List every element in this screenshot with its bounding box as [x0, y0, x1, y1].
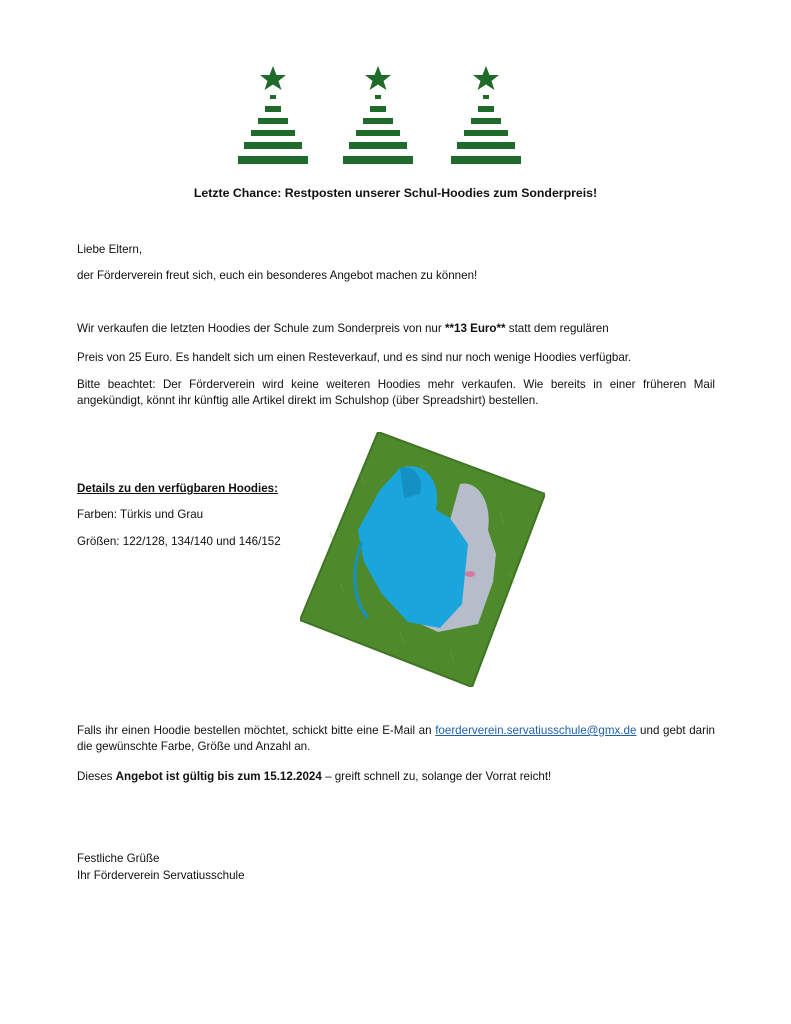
validity-text: Dieses	[77, 770, 116, 783]
offer-price: **13 Euro**	[444, 322, 506, 335]
christmas-tree-icon	[238, 66, 308, 166]
offer-text: Wir verkaufen die letzten Hoodies der Schule zum Sonderpreis von nur	[77, 322, 445, 335]
hoodies-photo	[300, 432, 545, 687]
closing-signature: Ihr Förderverein Servatiusschule	[77, 869, 245, 882]
validity-text-after: – greift schnell zu, solange der Vorrat reicht!	[321, 770, 552, 783]
letter-title: Letzte Chance: Restposten unserer Schul-Hoodies zum Sonderpreis!	[193, 186, 598, 200]
offer-validity	[77, 769, 551, 785]
greeting: Liebe Eltern,	[77, 243, 143, 256]
offer-line-1	[77, 321, 609, 337]
order-text-after: und gebt darin die gewünschte Farbe, Größe und Anzahl an.	[77, 724, 715, 753]
offer-line-2: Preis von 25 Euro. Es handelt sich um einen Resteverkauf, und es sind nur noch wenige Hoodies verfügbar.	[77, 351, 632, 364]
offer-text-after: statt dem regulären	[505, 322, 609, 335]
details-colors: Farben: Türkis und Grau	[77, 508, 204, 521]
closing-greeting: Festliche Grüße	[77, 852, 160, 865]
christmas-tree-icon	[343, 66, 413, 166]
christmas-tree-icon	[451, 66, 521, 166]
intro-text: der Förderverein freut sich, euch ein besonderes Angebot machen zu können!	[77, 269, 478, 282]
validity-date: Angebot ist gültig bis zum 15.12.2024	[115, 770, 322, 783]
email-link[interactable]: foerderverein.servatiusschule@gmx.de	[435, 724, 637, 737]
details-heading: Details zu den verfügbaren Hoodies:	[77, 482, 278, 495]
order-text: Falls ihr einen Hoodie bestellen möchtet, schickt bitte eine E-Mail an	[77, 724, 436, 737]
order-instructions	[77, 723, 715, 755]
details-sizes: Größen: 122/128, 134/140 und 146/152	[77, 535, 281, 548]
offer-notice: Bitte beachtet: Der Förderverein wird keine weiteren Hoodies mehr verkaufen. Wie bereits in einer früheren Mail angekündigt, könnt ihr künftig alle Artikel direkt im Schulshop (über Spreadshirt) bestellen.	[77, 378, 715, 407]
